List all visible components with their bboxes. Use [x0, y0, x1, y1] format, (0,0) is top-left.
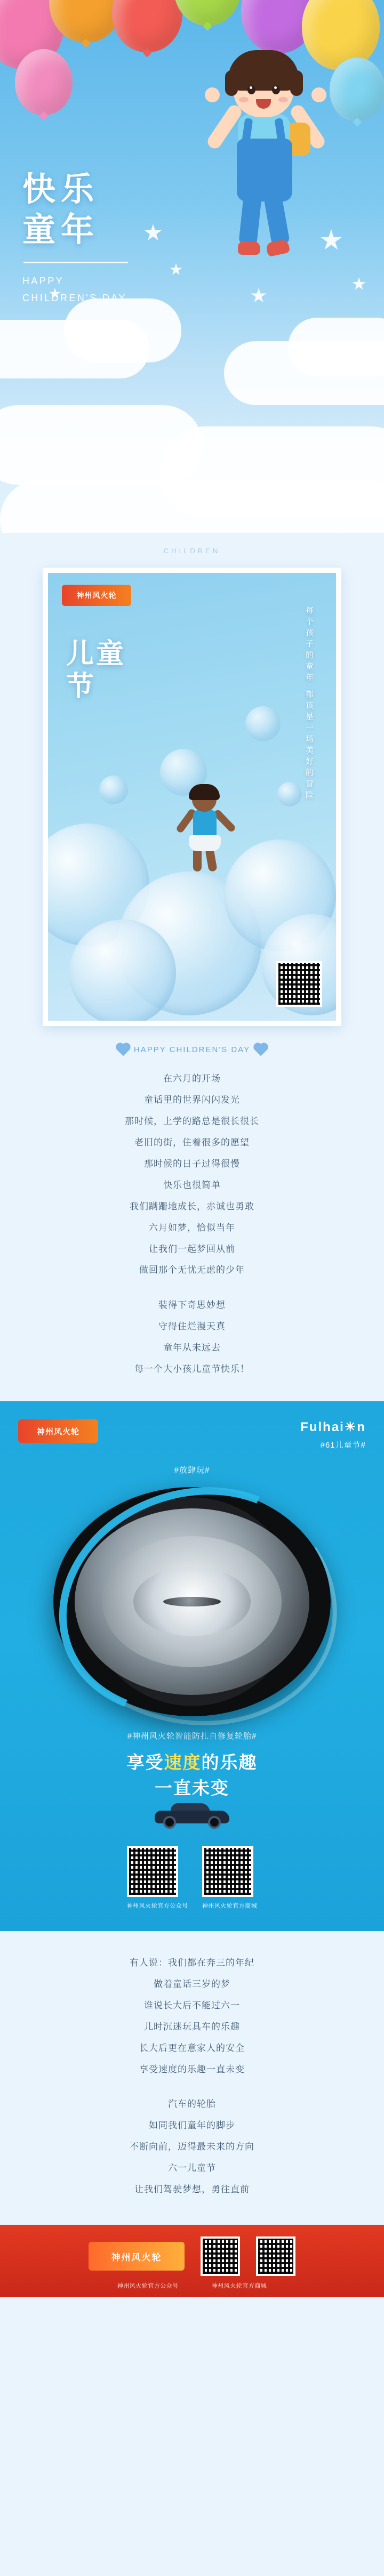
poem-line: 装得下奇思妙想	[158, 1300, 226, 1311]
footer-qr-code-wechat[interactable]	[201, 2236, 240, 2276]
poster-card-wrapper	[0, 558, 384, 1042]
poem-line: 做着童话三岁的梦	[154, 1979, 230, 1989]
slogan-highlight: 速度	[164, 1753, 202, 1773]
footer	[0, 2225, 384, 2297]
poem-line: 快乐也很简单	[163, 1180, 221, 1190]
qr-item[interactable]	[202, 1846, 258, 1910]
footer-captions	[0, 2281, 384, 2290]
kid-shoe-right	[266, 239, 290, 257]
kid-eye-glint-left	[250, 86, 252, 89]
star-decoration	[251, 288, 267, 304]
kid-hand-right	[311, 87, 326, 102]
poem-line: 汽车的轮胎	[168, 2099, 216, 2110]
brand-slogan-line2: 一直未变	[155, 1778, 229, 1798]
poem-spacer	[0, 1281, 384, 1295]
kid-eye-glint-right	[274, 86, 277, 89]
poem-line: 谁说长大后不能过六一	[144, 2000, 240, 2010]
bubble-decoration	[99, 776, 128, 804]
bubble-decoration	[245, 706, 281, 741]
poster-logo: 神州风火轮	[62, 585, 131, 606]
qr-pattern	[129, 1848, 176, 1895]
cloud-decoration	[64, 298, 181, 362]
poem-line: 做回那个无忧无虑的少年	[139, 1265, 245, 1275]
hero-title-line1: 快乐	[22, 171, 100, 208]
star-decoration	[352, 277, 366, 291]
footer-qr-code-store[interactable]	[256, 2236, 295, 2276]
bubble-decoration	[69, 919, 176, 1026]
poem-line: 六一儿童节	[168, 2163, 216, 2174]
poster-title-line1: 儿童	[66, 639, 126, 669]
poster-card[interactable]	[43, 568, 341, 1026]
hero-subtitle-line1: HAPPY	[22, 276, 65, 287]
poem-line: 六月如梦，恰似当年	[149, 1222, 235, 1233]
poem-line: 我们蹒跚地成长，赤诚也勇敢	[130, 1201, 254, 1212]
tire-hub	[163, 1597, 221, 1606]
slogan-pre: 享受	[126, 1753, 164, 1773]
poem-line: 有人说：我们都在奔三的年纪	[130, 1957, 254, 1968]
poem-line: 童年从未远去	[163, 1343, 221, 1353]
poster-qr-code[interactable]	[276, 961, 322, 1007]
brand-tag: #61儿童节#	[320, 1441, 366, 1450]
poster-title	[66, 638, 126, 704]
hero-section	[0, 0, 384, 533]
cloud-decoration	[288, 318, 384, 376]
kid-leg-right	[263, 194, 290, 246]
hero-subtitle-line2: CHILDREN'S DAY	[22, 292, 127, 303]
kid-illustration	[192, 38, 341, 268]
qr-pattern	[203, 2239, 238, 2274]
tire-illustration	[53, 1487, 331, 1716]
section-label: CHILDREN	[0, 533, 384, 558]
slogan-post: 的乐趣	[201, 1753, 258, 1773]
balloon-decoration	[112, 0, 182, 52]
car-wheel-rear	[208, 1816, 221, 1829]
poem-header	[0, 1045, 384, 1054]
brand-section	[0, 1401, 384, 1931]
brand-name: Fulhai☀n	[300, 1420, 366, 1435]
kid-shoe-left	[238, 241, 260, 255]
brand-subtitle: #放肆玩#	[174, 1466, 210, 1475]
poem-line: 让我们驾驶梦想，勇往直前	[134, 2184, 250, 2195]
poem-line: 守得住烂漫天真	[158, 1321, 226, 1332]
poster-kid-leg-left	[193, 848, 202, 871]
star-decoration	[144, 224, 162, 242]
qr-caption: 神州风火轮官方公众号	[126, 1902, 188, 1909]
poem-line: 如同我们童年的脚步	[149, 2120, 235, 2131]
balloon-decoration	[15, 49, 73, 115]
brand-slogan	[0, 1750, 384, 1801]
kid-cheek-left	[239, 97, 249, 102]
bubble-decoration	[277, 782, 302, 806]
balloon-decoration	[174, 0, 241, 26]
footer-caption: 神州风火轮官方商城	[211, 2283, 267, 2290]
poster-kid-hair	[189, 784, 220, 800]
heart-icon	[117, 1044, 130, 1056]
poem-section-2	[0, 1931, 384, 2225]
poem-section-1	[0, 1042, 384, 1401]
kid-hair-side-left	[225, 70, 238, 96]
kid-hair-side-right	[290, 70, 303, 96]
kid-hair	[228, 50, 299, 91]
kid-cheek-right	[278, 97, 288, 102]
poem-line: 不断向前，迈得最未来的方向	[130, 2142, 254, 2152]
footer-caption: 神州风火轮官方公众号	[117, 2283, 179, 2290]
footer-content	[0, 2236, 384, 2276]
kid-overalls	[237, 139, 292, 201]
qr-item[interactable]	[127, 1846, 188, 1910]
qr-code-wechat[interactable]	[127, 1846, 178, 1897]
brand-name-block	[300, 1419, 366, 1450]
brand-header	[0, 1419, 384, 1450]
qr-pattern	[258, 2239, 293, 2274]
poem-line: 长大后更在意家人的安全	[139, 2042, 245, 2053]
brand-slogan-line1	[0, 1750, 384, 1775]
kid-leg-left	[238, 194, 262, 246]
poster-kid-skirt	[189, 835, 221, 851]
poem-line: 每一个大小孩儿童节快乐！	[134, 1364, 250, 1375]
cloud-decoration	[0, 480, 384, 533]
poem-line: 老旧的街，住着很多的愿望	[134, 1137, 250, 1148]
qr-code-store[interactable]	[202, 1846, 253, 1897]
qr-pattern	[204, 1848, 251, 1895]
poem-line: 让我们一起梦回从前	[149, 1243, 235, 1254]
hero-title-block	[22, 169, 128, 306]
poster-title-line2: 节	[66, 671, 97, 702]
poster-vertical-text: 每个孩子的童年 都该是一场美好的冒险	[305, 606, 314, 802]
brand-qr-row	[0, 1846, 384, 1910]
car-illustration	[155, 1804, 229, 1829]
qr-pattern	[278, 963, 320, 1005]
poem-line: 在六月的开场	[163, 1073, 221, 1084]
poem-line: 童话里的世界闪闪发光	[144, 1094, 240, 1105]
qr-caption: 神州风火轮官方商城	[202, 1902, 258, 1909]
kid-hand-left	[205, 87, 220, 102]
brand-logo: 神州风火轮	[18, 1419, 98, 1443]
heart-icon	[255, 1044, 267, 1056]
poem-spacer	[0, 2080, 384, 2094]
poem-line: 享受速度的乐趣一直未变	[139, 2064, 245, 2074]
star-decoration	[170, 263, 182, 276]
poem-line: 那时候的日子过得很慢	[144, 1158, 240, 1169]
hero-divider	[23, 262, 128, 263]
car-wheel-front	[163, 1816, 176, 1829]
footer-logo: 神州风火轮	[89, 2242, 185, 2271]
brand-hashtag: #神州风火轮智能防扎自修复轮胎#	[127, 1732, 257, 1741]
hero-title-line2: 童年	[22, 211, 100, 248]
poem-header-text: HAPPY CHILDREN'S DAY	[133, 1045, 251, 1054]
poem-line: 儿时沉迷玩具车的乐趣	[144, 2021, 240, 2032]
poem-line: 那时候，上学的路总是很长很长	[125, 1116, 259, 1126]
poster-kid-illustration	[172, 784, 236, 875]
